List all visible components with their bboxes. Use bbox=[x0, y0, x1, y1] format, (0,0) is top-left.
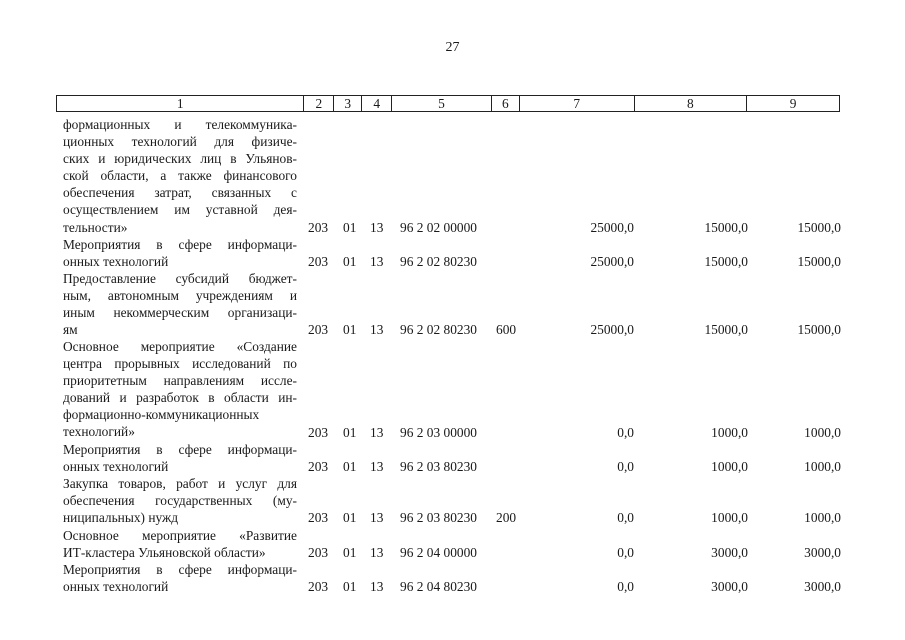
cell-col-3: 01 bbox=[343, 459, 357, 475]
header-col-1: 1 bbox=[176, 96, 184, 111]
cell-col-5: 96 2 02 80230 bbox=[400, 322, 477, 338]
description-line: ционных технологий для физиче- bbox=[63, 134, 297, 150]
description-line: формационно-коммуникационных bbox=[63, 407, 260, 423]
cell-col-3: 01 bbox=[343, 579, 357, 595]
header-col-8: 8 bbox=[634, 96, 747, 111]
description-line: формационных и телекоммуника- bbox=[63, 117, 297, 132]
cell-col-5: 96 2 03 00000 bbox=[400, 424, 477, 440]
row-description bbox=[63, 527, 297, 561]
row-description bbox=[63, 270, 297, 338]
header-col-5: 5 bbox=[391, 96, 491, 111]
cell-col-4: 13 bbox=[370, 459, 384, 475]
cell-col-2: 203 bbox=[308, 424, 329, 440]
description-line: ниципальных) нужд bbox=[63, 510, 179, 526]
cell-col-9: 3000,0 bbox=[804, 545, 841, 561]
cell-col-7: 25000,0 bbox=[590, 219, 634, 235]
description-line: центра прорывных исследований по bbox=[63, 356, 297, 372]
cell-col-7: 0,0 bbox=[617, 459, 634, 475]
header-col-4: 4 bbox=[361, 96, 391, 111]
cell-col-2: 203 bbox=[308, 510, 329, 526]
cell-col-8: 15000,0 bbox=[704, 322, 748, 338]
cell-col-9: 15000,0 bbox=[797, 322, 841, 338]
cell-col-4: 13 bbox=[370, 579, 384, 595]
header-col-2: 2 bbox=[303, 96, 333, 111]
description-line: иным некоммерческим организаци- bbox=[63, 305, 297, 321]
cell-col-3: 01 bbox=[343, 219, 357, 235]
cell-col-7: 25000,0 bbox=[590, 254, 634, 270]
cell-col-9: 1000,0 bbox=[804, 459, 841, 475]
description-line: приоритетным направлениям иссле- bbox=[63, 373, 297, 389]
cell-col-8: 3000,0 bbox=[711, 545, 748, 561]
description-line: онных технологий bbox=[63, 459, 169, 475]
cell-col-9: 1000,0 bbox=[804, 510, 841, 526]
description-line: ным, автономным учреждениям и bbox=[63, 288, 297, 304]
description-line: Основное мероприятие «Развитие bbox=[63, 528, 297, 543]
header-col-3: 3 bbox=[333, 96, 361, 111]
header-col-9: 9 bbox=[746, 96, 839, 111]
description-line: Закупка товаров, работ и услуг для bbox=[63, 476, 297, 491]
cell-col-8: 1000,0 bbox=[711, 459, 748, 475]
description-line: Основное мероприятие «Создание bbox=[63, 339, 297, 354]
cell-col-2: 203 bbox=[308, 545, 329, 561]
description-line: обеспечения затрат, связанных с bbox=[63, 185, 297, 201]
cell-col-7: 0,0 bbox=[617, 545, 634, 561]
cell-col-5: 96 2 02 00000 bbox=[400, 219, 477, 235]
description-line: Предоставление субсидий бюджет- bbox=[63, 271, 297, 286]
cell-col-5: 96 2 03 80230 bbox=[400, 510, 477, 526]
row-description bbox=[63, 561, 297, 595]
cell-col-3: 01 bbox=[343, 510, 357, 526]
cell-col-5: 96 2 03 80230 bbox=[400, 459, 477, 475]
description-line: онных технологий bbox=[63, 579, 169, 595]
row-description bbox=[63, 338, 297, 441]
cell-col-4: 13 bbox=[370, 510, 384, 526]
cell-col-3: 01 bbox=[343, 424, 357, 440]
cell-col-4: 13 bbox=[370, 424, 384, 440]
header-col-6: 6 bbox=[491, 96, 519, 111]
row-description bbox=[63, 236, 297, 270]
cell-col-3: 01 bbox=[343, 322, 357, 338]
cell-col-8: 15000,0 bbox=[704, 219, 748, 235]
cell-col-2: 203 bbox=[308, 254, 329, 270]
description-line: тельности» bbox=[63, 219, 128, 235]
cell-col-9: 3000,0 bbox=[804, 579, 841, 595]
cell-col-6: 600 bbox=[496, 322, 517, 338]
cell-col-4: 13 bbox=[370, 322, 384, 338]
cell-col-4: 13 bbox=[370, 219, 384, 235]
description-line: обеспечения государственных (му- bbox=[63, 493, 297, 509]
description-line: Мероприятия в сфере информаци- bbox=[63, 442, 297, 457]
cell-col-3: 01 bbox=[343, 545, 357, 561]
table-header bbox=[56, 95, 840, 112]
description-line: осуществлением им уставной дея- bbox=[63, 202, 297, 218]
cell-col-8: 1000,0 bbox=[711, 424, 748, 440]
description-line: дований и разработок в области ин- bbox=[63, 390, 297, 406]
cell-col-2: 203 bbox=[308, 322, 329, 338]
cell-col-2: 203 bbox=[308, 459, 329, 475]
page-number: 27 bbox=[445, 40, 460, 55]
description-line: онных технологий bbox=[63, 254, 169, 270]
description-line: Мероприятия в сфере информаци- bbox=[63, 237, 297, 252]
header-col-7: 7 bbox=[519, 96, 634, 111]
description-line: Мероприятия в сфере информаци- bbox=[63, 562, 297, 577]
description-line: ской области, а также финансового bbox=[63, 168, 297, 184]
description-line: ям bbox=[63, 322, 78, 338]
cell-col-2: 203 bbox=[308, 579, 329, 595]
row-description bbox=[63, 475, 297, 526]
cell-col-7: 0,0 bbox=[617, 579, 634, 595]
cell-col-6: 200 bbox=[496, 510, 517, 526]
description-line: ИТ-кластера Ульяновской области» bbox=[63, 545, 266, 561]
cell-col-4: 13 bbox=[370, 545, 384, 561]
cell-col-5: 96 2 04 80230 bbox=[400, 579, 477, 595]
cell-col-9: 15000,0 bbox=[797, 219, 841, 235]
cell-col-7: 0,0 bbox=[617, 510, 634, 526]
cell-col-5: 96 2 02 80230 bbox=[400, 254, 477, 270]
cell-col-4: 13 bbox=[370, 254, 384, 270]
cell-col-8: 3000,0 bbox=[711, 579, 748, 595]
cell-col-7: 25000,0 bbox=[590, 322, 634, 338]
cell-col-2: 203 bbox=[308, 219, 329, 235]
row-description bbox=[63, 441, 297, 475]
cell-col-9: 15000,0 bbox=[797, 254, 841, 270]
cell-col-8: 15000,0 bbox=[704, 254, 748, 270]
description-line: ских и юридических лиц в Ульянов- bbox=[63, 151, 297, 167]
row-description bbox=[63, 116, 297, 236]
cell-col-9: 1000,0 bbox=[804, 424, 841, 440]
cell-col-3: 01 bbox=[343, 254, 357, 270]
cell-col-5: 96 2 04 00000 bbox=[400, 545, 477, 561]
description-line: технологий» bbox=[63, 424, 135, 440]
cell-col-8: 1000,0 bbox=[711, 510, 748, 526]
cell-col-7: 0,0 bbox=[617, 424, 634, 440]
